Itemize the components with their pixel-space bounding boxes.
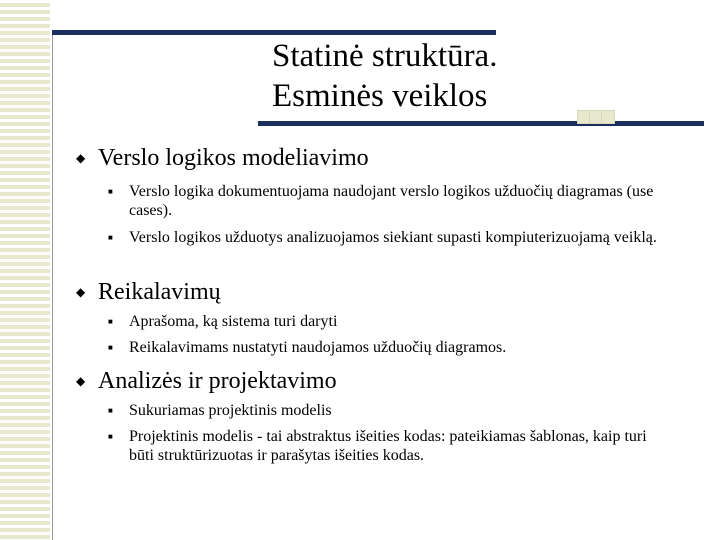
list-item-text: Aprašoma, ką sistema turi daryti xyxy=(129,313,338,330)
list-item-text: Verslo logikos užduotys analizuojamos siekiant supasti kompiuterizuojamą veiklą. xyxy=(129,229,657,246)
list-item-text: Reikalavimams nustatyti naudojamos užduočių diagramos. xyxy=(129,339,507,356)
section-heading-verslo-logikos xyxy=(76,144,369,172)
striped-margin-decoration xyxy=(0,0,50,540)
list-item xyxy=(108,427,668,465)
square-bullet-icon: ■ xyxy=(108,432,113,441)
list-item xyxy=(108,182,668,220)
section-heading-text: Reikalavimų xyxy=(98,279,221,305)
diamond-bullet-icon: ◆ xyxy=(76,374,86,388)
square-bullet-icon: ■ xyxy=(108,406,113,415)
decorative-square xyxy=(601,110,615,124)
list-item xyxy=(108,338,668,357)
list-item-text: Sukuriamas projektinis modelis xyxy=(129,402,332,419)
square-bullet-icon: ■ xyxy=(108,187,113,196)
diamond-bullet-icon: ◆ xyxy=(76,285,86,299)
list-item xyxy=(108,228,668,247)
square-bullet-icon: ■ xyxy=(108,233,113,242)
slide-title-line1: Statinė struktūra. xyxy=(272,38,498,74)
list-item-text: Projektinis modelis - tai abstraktus išeities kodas: pateikiamas šablonas, kaip turi būti struktūrizuotas ir parašytas išeities kodas. xyxy=(129,428,647,464)
list-item xyxy=(108,312,668,331)
section-heading-text: Analizės ir projektavimo xyxy=(98,368,337,394)
section-heading-analizes xyxy=(76,367,337,395)
slide-title xyxy=(272,36,497,116)
square-bullet-icon: ■ xyxy=(108,343,113,352)
title-top-rule xyxy=(52,30,496,35)
section-heading-text: Verslo logikos modeliavimo xyxy=(98,145,369,171)
square-bullet-icon: ■ xyxy=(108,317,113,326)
left-vertical-line xyxy=(52,35,53,540)
slide-title-line2: Esminės veiklos xyxy=(272,78,488,114)
title-bottom-rule xyxy=(258,121,704,126)
list-item-text: Verslo logika dokumentuojama naudojant verslo logikos užduočių diagramas (use cases). xyxy=(129,183,654,219)
section-heading-reikalavimu xyxy=(76,278,221,306)
diamond-bullet-icon: ◆ xyxy=(76,151,86,165)
list-item xyxy=(108,401,668,420)
